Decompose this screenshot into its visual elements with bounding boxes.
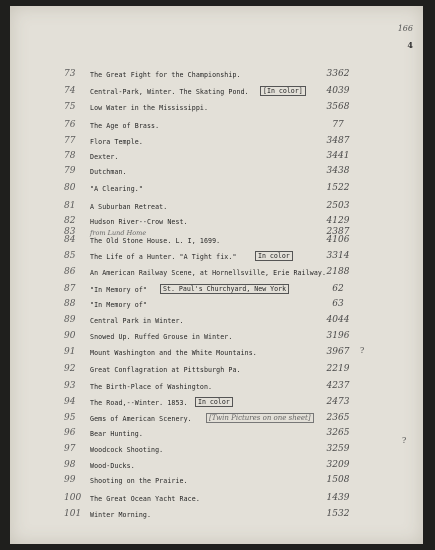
item-title: "A Clearing." (90, 185, 143, 193)
item-number: 73 (64, 69, 76, 79)
item-number: 88 (64, 299, 76, 309)
list-item (10, 136, 423, 150)
list-item (10, 475, 423, 489)
item-note: In color (255, 251, 293, 261)
item-number: 93 (64, 381, 76, 391)
item-catalog-code: 1532 (326, 509, 350, 519)
list-item (10, 235, 423, 249)
item-catalog-code: 62 (332, 284, 344, 294)
item-catalog-code: 4237 (326, 381, 350, 391)
item-catalog-code: 2473 (326, 397, 350, 407)
item-title: Woodcock Shooting. (90, 446, 164, 454)
item-catalog-code: 4106 (326, 235, 350, 245)
page-number-typed: 4 (407, 40, 413, 50)
item-catalog-code: 2188 (326, 267, 350, 277)
item-number: 77 (64, 136, 76, 146)
item-title: Dexter. (90, 153, 119, 161)
item-title: The Birth-Place of Washington. (90, 383, 213, 391)
list-item (10, 381, 423, 395)
item-catalog-code: 3441 (326, 151, 350, 161)
list-item (10, 364, 423, 378)
list-item (10, 493, 423, 507)
item-number: 75 (64, 102, 76, 112)
item-number: 96 (64, 428, 76, 438)
item-title: "In Memory of" (90, 301, 147, 309)
list-item (10, 201, 423, 215)
item-number: 97 (64, 444, 76, 454)
list-item (10, 460, 423, 474)
item-catalog-code: 4039 (326, 86, 350, 96)
item-title: Dutchman. (90, 168, 127, 176)
item-title: Central-Park, Winter. The Skating Pond. (90, 88, 249, 96)
item-title: Winter Morning. (90, 511, 152, 519)
item-catalog-code: 4129 (326, 216, 350, 226)
item-number: 89 (64, 315, 76, 325)
item-number: 87 (64, 284, 76, 294)
list-item (10, 86, 423, 100)
list-item (10, 69, 423, 83)
item-title: Flora Temple. (90, 138, 143, 146)
list-item (10, 102, 423, 116)
list-item (10, 331, 423, 345)
list-item (10, 120, 423, 134)
item-catalog-code: 3362 (326, 69, 350, 79)
list-item (10, 413, 423, 427)
list-item (10, 183, 423, 197)
item-number: 95 (64, 413, 76, 423)
item-number: 94 (64, 397, 76, 407)
item-title: The Old Stone House. L. I, 1699. (90, 237, 221, 245)
item-catalog-code: 2387 (326, 227, 350, 237)
item-number: 76 (64, 120, 76, 130)
item-note: [In color] (260, 86, 306, 96)
item-number: 101 (64, 509, 82, 519)
item-number: 100 (64, 493, 82, 503)
list-item (10, 428, 423, 442)
item-title: The Age of Brass. (90, 122, 160, 130)
item-note: In color (195, 397, 233, 407)
item-title: A Suburban Retreat. (90, 203, 168, 211)
item-catalog-code: 3487 (326, 136, 350, 146)
document-page (10, 6, 423, 544)
item-number: 99 (64, 475, 76, 485)
list-item (10, 151, 423, 165)
item-title: Snowed Up. Ruffed Grouse in Winter. (90, 333, 233, 341)
item-catalog-code: 1522 (326, 183, 350, 193)
item-catalog-code: 3196 (326, 331, 350, 341)
list-item (10, 251, 423, 265)
item-catalog-code: 63 (332, 299, 344, 309)
item-handwritten-note: from Lund Home (90, 229, 147, 237)
item-handwritten-note: [Twin Pictures on one sheet] (206, 413, 314, 423)
item-title: Wood-Ducks. (90, 462, 135, 470)
item-number: 81 (64, 201, 76, 211)
item-catalog-code: 3568 (326, 102, 350, 112)
item-number: 92 (64, 364, 76, 374)
margin-question-mark: ? (402, 436, 407, 445)
item-catalog-code: 3265 (326, 428, 350, 438)
item-title: Great Conflagration at Pittsburgh Pa. (90, 366, 241, 374)
item-catalog-code: 3209 (326, 460, 350, 470)
item-title: "In Memory of" (90, 286, 147, 294)
list-item (10, 166, 423, 180)
item-number: 98 (64, 460, 76, 470)
item-catalog-code: 3967 (326, 347, 350, 357)
item-title: Central Park in Winter. (90, 317, 184, 325)
item-catalog-code: 2365 (326, 413, 350, 423)
item-number: 91 (64, 347, 76, 357)
list-item (10, 397, 423, 411)
item-number: 74 (64, 86, 76, 96)
item-catalog-code: 77 (332, 120, 344, 130)
item-title: Shooting on the Prairie. (90, 477, 188, 485)
item-title: The Great Fight for the Championship. (90, 71, 241, 79)
item-number: 78 (64, 151, 76, 161)
item-number: 85 (64, 251, 76, 261)
item-number: 80 (64, 183, 76, 193)
item-title: Bear Hunting. (90, 430, 143, 438)
list-item (10, 315, 423, 329)
item-catalog-code: 3259 (326, 444, 350, 454)
list-item (10, 267, 423, 281)
item-catalog-code: 3314 (326, 251, 350, 261)
item-title: Gems of American Scenery. (90, 415, 192, 423)
item-number: 84 (64, 235, 76, 245)
page-number-handwritten: 166 (397, 24, 413, 33)
item-catalog-code: 2219 (326, 364, 350, 374)
item-number: 86 (64, 267, 76, 277)
item-title: Hudson River--Crow Nest. (90, 218, 188, 226)
item-catalog-code: 4044 (326, 315, 350, 325)
item-title: Mount Washington and the White Mountains. (90, 349, 257, 357)
item-catalog-code: 2503 (326, 201, 350, 211)
item-number: 82 (64, 216, 76, 226)
item-title: The Great Ocean Yacht Race. (90, 495, 200, 503)
item-title: Low Water in the Mississippi. (90, 104, 209, 112)
margin-question-mark: ? (360, 346, 365, 355)
item-catalog-code: 1508 (326, 475, 350, 485)
item-title: The Life of a Hunter. "A Tight fix." (90, 253, 237, 261)
list-item (10, 299, 423, 313)
list-item (10, 509, 423, 523)
list-item (10, 284, 423, 298)
item-title: The Road,--Winter. 1853. (90, 399, 188, 407)
item-catalog-code: 3438 (326, 166, 350, 176)
item-catalog-code: 1439 (326, 493, 350, 503)
list-item (10, 444, 423, 458)
item-number: 90 (64, 331, 76, 341)
item-number: 79 (64, 166, 76, 176)
item-number: 83 (64, 227, 76, 237)
item-title: An American Railway Scene, at Hornellsville, Erie Railway. (90, 269, 327, 277)
item-note: St. Paul's Churchyard, New York (160, 284, 289, 294)
